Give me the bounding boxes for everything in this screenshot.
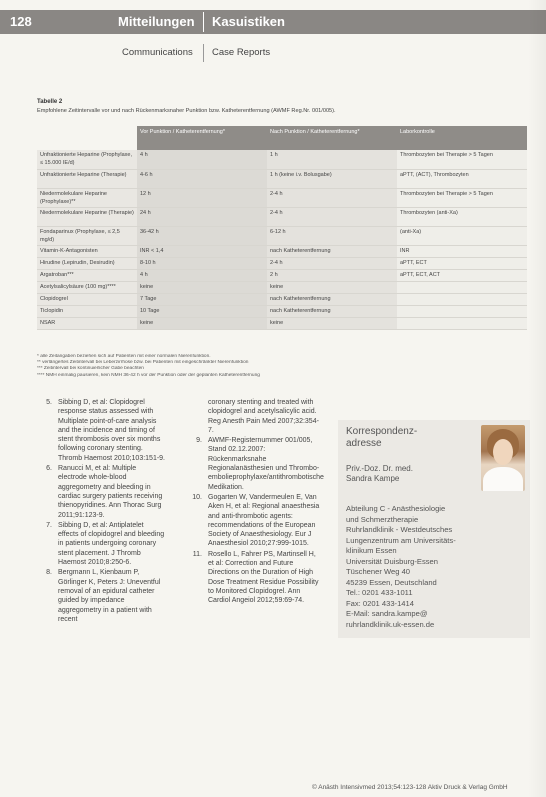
table-cell [397,281,527,293]
table-row [37,188,527,207]
table-cell: Thrombozyten bei Therapie > 5 Tagen [397,150,527,169]
table-row [37,150,527,169]
table-cell: Thrombozyten bei Therapie > 5 Tagen [397,188,527,207]
table-cell: 10 Tage [137,305,267,317]
reference-item [38,521,166,567]
table-header-row [37,126,527,150]
table-cell: 24 h [137,207,267,226]
table-footnotes [37,354,527,379]
reference-text: coronary stenting and treated with clopidogrel and acetylsalicylic acid. Reg Anesth Pain Med 2007;32:354-7. [208,399,319,434]
author-photo [481,425,525,491]
footnote: * alle Zeitangaben beziehen sich auf Patienten mit einer normalen Nierenfunktion. [37,354,211,359]
reference-number: 9. [196,437,202,445]
table-cell: 4-6 h [137,169,267,188]
page-shadow [528,0,546,797]
table-cell: Argatroban*** [37,269,137,281]
table-row [37,317,527,329]
address-line: Tel.: 0201 433-1011 [346,588,413,597]
footnote: **** NMH einmalig pausieren, kein NMH 36-42 h vor der Punktion oder der geplanten Katheterentfernung [37,372,260,378]
table-cell: 2 h [267,269,397,281]
reference-item [38,464,166,520]
reference-number: 8. [46,569,52,577]
reference-number: 7. [46,521,52,529]
table-cell: 2-4 h [267,257,397,269]
reference-text: Rosello L, Fahrer PS, Martinsell H, et al: Correction and Future Directions on the Duration of High Dose Treatment Residue Possibility to Monitored Clopidogrel. Ann Cardiol Angeiol 2012;59:69-74. [208,550,319,605]
reference-item [188,493,322,549]
address-line: E-Mail: sandra.kampe@ [346,609,428,618]
table-title: Tabelle 2 [37,99,63,105]
table-header-cell: Vor Punktion / Katheterentfernung* [137,126,267,150]
address-line: Tüschener Weg 40 [346,567,411,576]
table-cell: Clopidogrel [37,293,137,305]
reference-number: 5. [46,399,52,406]
reference-text: AWMF-Registernummer 001/005, Stand 02.12.2007: Rückenmarksnahe Regionalanästhesien und Thrombo-embolieprophylaxe/antithrombotische Medikation. [208,437,324,491]
photo-face [493,439,513,465]
table-cell: Vitamin-K-Antagonisten [37,245,137,257]
footnote: *** Zeitintervall bei kontinuierlicher Gabe beachten [37,366,144,372]
reference-item [188,398,322,435]
table-cell: nach Katheterentfernung [267,305,397,317]
correspondence-box [338,420,530,638]
copyright-footer: © Anästh Intensivmed 2013;54:123-128 Aktiv Druck & Verlag GmbH [312,784,508,791]
table-header-cell: Laborkontrolle [397,126,527,150]
table-row [37,245,527,257]
subheader-divider [203,44,204,62]
author-address [346,504,486,630]
table-row [37,207,527,226]
table-cell: keine [267,317,397,329]
interval-table [37,126,527,330]
address-line: und Schmerztherapie [346,514,419,524]
section-title-en: Communications [122,47,193,58]
page-number: 128 [10,14,32,29]
table-cell: Unfraktionierte Heparine (Therapie) [37,169,137,188]
table-cell: 8-10 h [137,257,267,269]
subsection-title-en: Case Reports [212,47,271,58]
table-cell: NSAR [37,317,137,329]
page-header [0,10,546,34]
reference-number: 6. [46,465,52,473]
table-cell: (anti-Xa) [397,226,527,245]
section-title: Mitteilungen [118,14,195,29]
table-cell: 6-12 h [267,226,397,245]
table-cell: 2-4 h [267,188,397,207]
table-cell [397,293,527,305]
table-cell: keine [137,317,267,329]
reference-item [38,398,166,463]
table-caption: Empfohlene Zeitintervalle vor und nach Rückenmarksnaher Punktion bzw. Katheterentfernung (AWMF Reg.Nr. 001/005). [37,108,336,114]
table-cell: 12 h [137,188,267,207]
address-line: Fax: 0201 433-1414 [346,598,414,608]
references-column-1 [38,398,166,625]
table-cell: Hirudine (Lepirudin, Desirudin) [37,257,137,269]
correspondence-title [346,426,417,450]
footnote: ** verlängertes Zeitintervall bei Leberzirrhose bzw. bei Patienten mit eingeschränkter Nierenfunktion [37,360,249,366]
address-line: 45239 Essen, Deutschland [346,577,437,587]
reference-number: 10. [192,493,202,501]
table-cell: 2-4 h [267,207,397,226]
author-name-line: Priv.-Doz. Dr. med. [346,464,413,473]
table-row [37,169,527,188]
correspondence-title-line: adresse [346,438,382,449]
table-cell: 1 h [267,150,397,169]
table-cell: aPTT, ECT, ACT [397,269,527,281]
subsection-title: Kasuistiken [212,14,285,29]
table-cell: Niedermolekulare Heparine (Therapie) [37,207,137,226]
table-cell: 36-42 h [137,226,267,245]
reference-number: 11. [192,550,202,558]
table-row [37,293,527,305]
reference-item [38,568,166,624]
table-row [37,257,527,269]
address-line: Lungenzentrum am Universitäts- [346,535,456,545]
table-cell: 4 h [137,269,267,281]
author-name [346,464,413,484]
table-cell: Niedermolekulare Heparine (Prophylaxe)** [37,188,137,207]
table-cell [397,317,527,329]
table-header-cell: Nach Punktion / Katheterentfernung* [267,126,397,150]
table-cell: 4 h [137,150,267,169]
reference-text: Gogarten W, Vandermeulen E, Van Aken H, et al: Regional anaesthesia and anti-thrombotic agents: recommendations of the European Society of Anaesthesiology. Eur J Anaesthesiol 2010;27:999-1015. [208,493,320,548]
address-line: Abteilung C - Anästhesiologie [346,504,446,513]
reference-text: Bergmann L, Kienbaum P, Görlinger K, Peters J: Uneventful removal of an epidural catheter guided by impedance aggregometry in a patient with recent [58,569,161,623]
table-cell: aPTT, (ACT), Thrombozyten [397,169,527,188]
table-cell: 7 Tage [137,293,267,305]
photo-body [483,467,523,491]
reference-text: Sibbing D, et al: Clopidogrel response status assessed with Multiplate point-of-care analysis and the incidence and timing of stent thrombosis over six months following coronary stenting. Thromb Haemost 2010;103:151-9. [58,399,166,462]
address-line: Universität Duisburg-Essen [346,556,439,566]
table-cell: nach Katheterentfernung [267,293,397,305]
table-row [37,269,527,281]
references-column-2 [188,398,322,607]
table-cell: Unfraktionierte Heparine (Prophylaxe, ≤ 15.000 IE/d) [37,150,137,169]
table-cell [397,305,527,317]
table-cell: Thrombozyten (anti-Xa) [397,207,527,226]
reference-text: Sibbing D, et al: Antiplatelet effects of clopidogrel and bleeding in patients undergoing coronary stent placement. J Thromb Haemost 2010;8:250-6. [58,521,165,567]
author-name-line: Sandra Kampe [346,474,400,483]
reference-text: Ranucci M, et al: Multiple electrode whole-blood aggregometry and bleeding in cardiac surgery patients receiving thienopyridines. Ann Thorac Surg 2011;91:123-9. [58,465,163,519]
table-cell: Acetylsalicylsäure (100 mg)**** [37,281,137,293]
table-cell: keine [267,281,397,293]
address-line: Ruhrlandklinik - Westdeutsches [346,525,453,534]
header-divider [203,12,204,32]
address-line: ruhrlandklinik.uk-essen.de [346,619,435,629]
table-cell: INR [397,245,527,257]
correspondence-title-line: Korrespondenz- [346,426,418,437]
table-cell: nach Katheterentfernung [267,245,397,257]
table-row [37,226,527,245]
table-cell: Fondaparinux (Prophylaxe, ≤ 2,5 mg/d) [37,226,137,245]
table-cell: INR < 1,4 [137,245,267,257]
address-line: klinikum Essen [346,546,397,555]
table-row [37,305,527,317]
table-row [37,281,527,293]
table-cell: 1 h (keine i.v. Bolusgabe) [267,169,397,188]
table-cell: aPTT, ECT [397,257,527,269]
table-header-cell [37,126,137,150]
reference-item [188,550,322,606]
reference-item [188,436,322,492]
table-cell: keine [137,281,267,293]
table-cell: Ticlopidin [37,305,137,317]
